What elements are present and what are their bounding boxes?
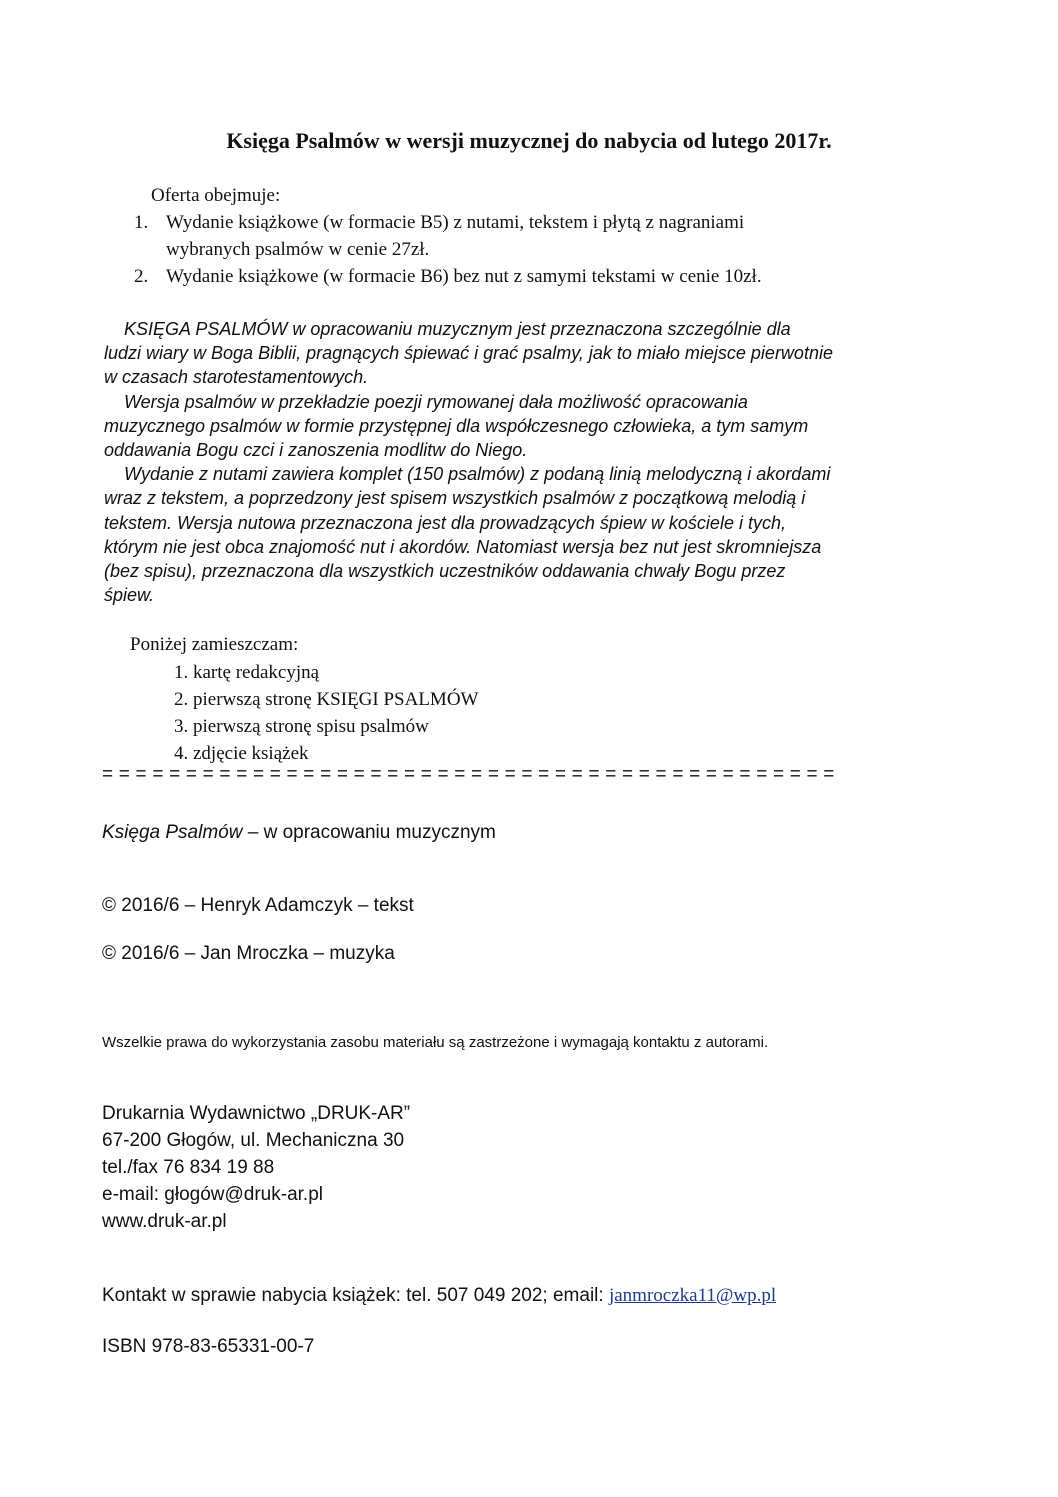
offer-item-text-continued: wybranych psalmów w cenie 27zł.	[166, 239, 430, 260]
attachments-intro: Poniżej zamieszczam:	[130, 634, 299, 655]
copyright-music: © 2016/6 – Jan Mroczka – muzyka	[102, 943, 395, 964]
work-heading	[102, 822, 496, 844]
publisher-address: 67-200 Głogów, ul. Mechaniczna 30	[102, 1130, 405, 1151]
description-line: (bez spisu), przeznaczona dla wszystkich uczestników oddawania chwały Bogu przez	[104, 561, 786, 582]
attachment-item: 3. pierwszą stronę spisu psalmów	[174, 716, 429, 737]
isbn: ISBN 978-83-65331-00-7	[102, 1336, 315, 1357]
description-line: w czasach starotestamentowych.	[104, 367, 369, 388]
description-line: śpiew.	[104, 585, 155, 606]
description-line: KSIĘGA PSALMÓW w opracowaniu muzycznym jest przeznaczona szczególnie dla	[124, 319, 791, 339]
publisher-phone: tel./fax 76 834 19 88	[102, 1157, 275, 1178]
offer-intro: Oferta obejmuje:	[151, 185, 281, 206]
description-block	[104, 317, 984, 607]
description-line: Wersja psalmów w przekładzie poezji rymowanej dała możliwość opracowania	[124, 391, 748, 412]
offer-item-text: Wydanie książkowe (w formacie B5) z nutami, tekstem i płytą z nagraniami	[166, 212, 745, 233]
offer-item-text: Wydanie książkowe (w formacie B6) bez nut z samymi tekstami w cenie 10zł.	[166, 266, 762, 287]
description-line: ludzi wiary w Boga Biblii, pragnących śpiewać i grać psalmy, jak to miało miejsce pierwotnie	[104, 343, 833, 364]
description-line: oddawania Bogu czci i zanoszenia modlitw do Niego.	[104, 440, 528, 461]
description-line: tekstem. Wersja nutowa przeznaczona jest dla prowadzących śpiew w kościele i tych,	[104, 512, 786, 533]
copyright-text: © 2016/6 – Henryk Adamczyk – tekst	[102, 895, 414, 916]
offer-item-number: 1.	[134, 212, 149, 233]
rights-notice: Wszelkie prawa do wykorzystania zasobu materiału są zastrzeżone i wymagają kontaktu z autorami.	[102, 1034, 769, 1051]
attachment-item: 2. pierwszą stronę KSIĘGI PSALMÓW	[174, 689, 479, 710]
description-line: którym nie jest obca znajomość nut i akordów. Natomiast wersja bez nut jest skromniejsza	[104, 536, 822, 557]
description-line: Wydanie z nutami zawiera komplet (150 psalmów) z podaną linią melodyczną i akordami	[124, 464, 831, 485]
description-line: muzycznego psalmów w formie przystępnej dla współczesnego człowieka, a tym samym	[104, 415, 809, 436]
attachment-item: 4. zdjęcie książek	[174, 743, 309, 764]
offer-item-number: 2.	[134, 266, 149, 287]
publisher-website: www.druk-ar.pl	[102, 1211, 227, 1232]
publisher-name: Drukarnia Wydawnictwo „DRUK-AR”	[102, 1103, 411, 1124]
work-title: Księga Psalmów	[102, 822, 243, 843]
section-separator: = = = = = = = = = = = = = = = = = = = = = = = = = = = = = = = = = = = = = = = = = = = =	[102, 764, 835, 785]
purchase-contact-text: Kontakt w sprawie nabycia książek: tel. 507 049 202; email:	[102, 1285, 609, 1306]
description-line: wraz z tekstem, a poprzedzony jest spisem wszystkich psalmów z początkową melodią i	[104, 488, 806, 509]
contact-email-link[interactable]: janmroczka11@wp.pl	[608, 1285, 777, 1306]
page-title: Księga Psalmów w wersji muzycznej do nabycia od lutego 2017r.	[226, 128, 832, 153]
attachment-item: 1. kartę redakcyjną	[174, 662, 320, 683]
publisher-email: e-mail: głogów@druk-ar.pl	[102, 1184, 323, 1205]
purchase-contact	[102, 1285, 776, 1307]
work-subtitle: – w opracowaniu muzycznym	[242, 822, 496, 843]
